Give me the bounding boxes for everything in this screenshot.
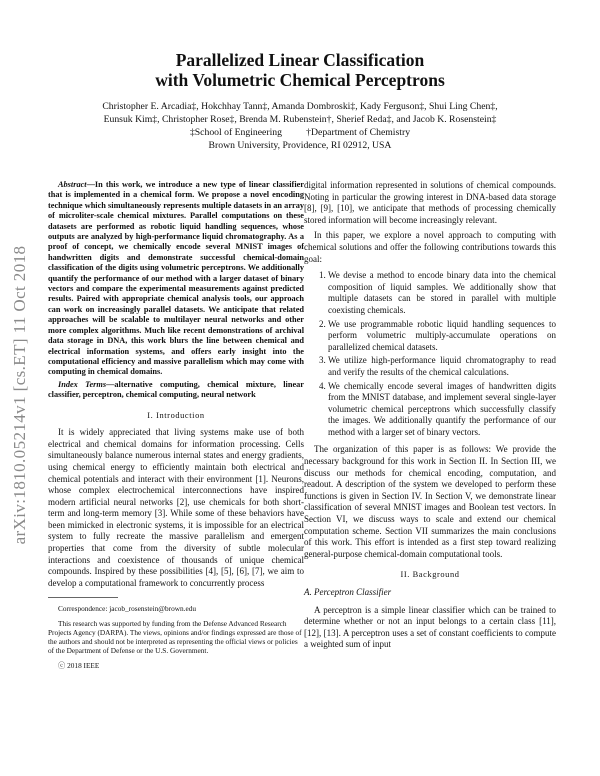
index-terms-text: —alternative computing, chemical mixture, linear classifier, perceptron, chemical computing, neural network: [48, 379, 304, 400]
perceptron-paragraph: A perceptron is a simple linear classifier which can be trained to determine whether or not an input belongs to a certain class [11], [12], [13]. A perceptron uses a set of constant coefficients to compute a weighted sum of input: [304, 604, 556, 650]
list-item: 1. We devise a method to encode binary data into the chemical composition of liquid samples. We additionally show that multiple datasets can be stored in parallel with multiple coexisting chemicals.: [328, 270, 556, 316]
abstract: [48, 180, 304, 378]
paper-title: [60, 50, 540, 90]
index-terms-label: Index Terms: [58, 379, 107, 389]
index-terms: [48, 380, 304, 401]
intro-paragraph: It is widely appreciated that living systems make use of both electrical and chemical domains for information processing. Cells simultaneously balance numerous internal states and energy gradients, using chemical energy to efficiently maintain both electrical and chemical potentials and interact with their environment [1]. Neurons, whose complex electrochemical interconnections have inspired modern artificial neural networks [2], use chemicals for both short-term and long-term memory [3]. While some of these behaviors have been mimicked in electronic systems, it is impossible for an electrical system to fully recreate the massive parallelism and emergent properties that come from the diversity of subtle molecular interactions and coexistence of thousands of unique chemical compounds. Inspired by these possibilities [4], [5], [6], [7], we aim to develop a computational framework to concurrently process: [48, 427, 304, 588]
organization-paragraph: The organization of this paper is as follows: We provide the necessary background for this work in Section II. In Section III, we discuss our methods for chemical encoding, computation, and readout. A description of the system we developed to perform these functions is given in Section IV. In Section V, we demonstrate linear classification of several MNIST images and Boolean test vectors. In Section VI, we discuss ways to scale and extend our chemical computation scheme. Section VII summarizes the main conclusions of this work. This effort is intended as a first step toward realizing general-purpose chemical-domain computational tools.: [304, 444, 556, 559]
copyright-notice: ⓒ 2018 IEEE: [58, 661, 100, 671]
title-line-1: Parallelized Linear Classification: [175, 50, 425, 70]
affiliation-line-2: Brown University, Providence, RI 02912, USA: [208, 140, 392, 151]
intro-continuation: digital information represented in solutions of chemical compounds. Noting in particular the growing interest in DNA-based data storage [8], [9], [10], we anticipate that methods of processing chemically stored information will become increasingly relevant.: [304, 180, 556, 225]
footnote-funding: This research was supported by funding from the Defense Advanced Research Projects Agency (DARPA). The views, opinions and/or findings expressed are those of the authors and should not be interpreted as representing the official views or policies of the Department of Defense or the U.S. Government.: [48, 619, 302, 656]
title-line-2: with Volumetric Chemical Perceptrons: [155, 70, 445, 90]
author-block: [60, 100, 540, 152]
subsection-heading-perceptron: A. Perceptron Classifier: [304, 587, 392, 597]
arxiv-stamp: arXiv:1810.05214v1 [cs.ET] 11 Oct 2018: [10, 245, 29, 545]
affiliation-line-1: ‡School of Engineering †Department of Chemistry: [189, 127, 411, 138]
abstract-label: Abstract: [58, 180, 87, 189]
footnote-correspondence: Correspondence: jacob_rosenstein@brown.edu: [58, 604, 197, 614]
footnotes: [48, 604, 304, 670]
contributions-intro: In this paper, we explore a novel approach to computing with chemical solutions and offer the following contributions towards this goal:: [304, 230, 556, 264]
authors-line-1: Christopher E. Arcadia‡, Hokchhay Tann‡, Amanda Dombroski‡, Kady Ferguson‡, Shui Ling Chen‡,: [102, 101, 498, 112]
right-column: [304, 180, 556, 651]
authors-line-2: Eunsuk Kim‡, Christopher Rose‡, Brenda M. Rubenstein†, Sherief Reda‡, and Jacob K. Rosenstein‡: [103, 114, 497, 125]
list-item: 4. We chemically encode several images of handwritten digits from the MNIST database, and implement several single-layer volumetric chemical perceptrons which successfully classify the images. We additionally quantify the performance of our method with a larger set of binary vectors.: [328, 381, 556, 439]
list-item: 2. We use programmable robotic liquid handling sequences to perform volumetric multiply-accumulate operations on parallelized chemical datasets.: [328, 319, 556, 354]
left-column: [48, 180, 304, 676]
section-heading-introduction: I. Introduction: [147, 410, 205, 420]
list-item: 3. We utilize high-performance liquid chromatography to read and verify the results of the chemical calculations.: [328, 355, 556, 378]
contributions-list: [304, 270, 556, 438]
section-heading-background: II. Background: [400, 570, 460, 580]
footnote-rule: [48, 597, 118, 598]
abstract-text: —In this work, we introduce a new type of linear classifier that is implemented in a chemical form. We propose a novel encoding technique which simultaneously represents multiple datasets in an array of microliter-scale chemical mixtures. Parallel computations on these datasets are performed as robotic liquid handling sequences, whose outputs are analyzed by high-performance liquid chromatography. As a proof of concept, we chemically encode several MNIST images of handwritten digits and demonstrate successful chemical-domain classification of the digits using volumetric perceptrons. We additionally quantify the performance of our method with a larger dataset of binary vectors and compare the experimental measurements against predicted results. Paired with appropriate chemical analysis tools, our approach can work on increasingly parallel datasets. We anticipate that related approaches will be scalable to multilayer neural networks and other more complex algorithms. Much like recent demonstrations of archival data storage in DNA, this work blurs the line between chemical and electrical information systems, and offers early insight into the computational efficiency and massive parallelism which may come with computing in chemical domains.: [48, 180, 304, 377]
